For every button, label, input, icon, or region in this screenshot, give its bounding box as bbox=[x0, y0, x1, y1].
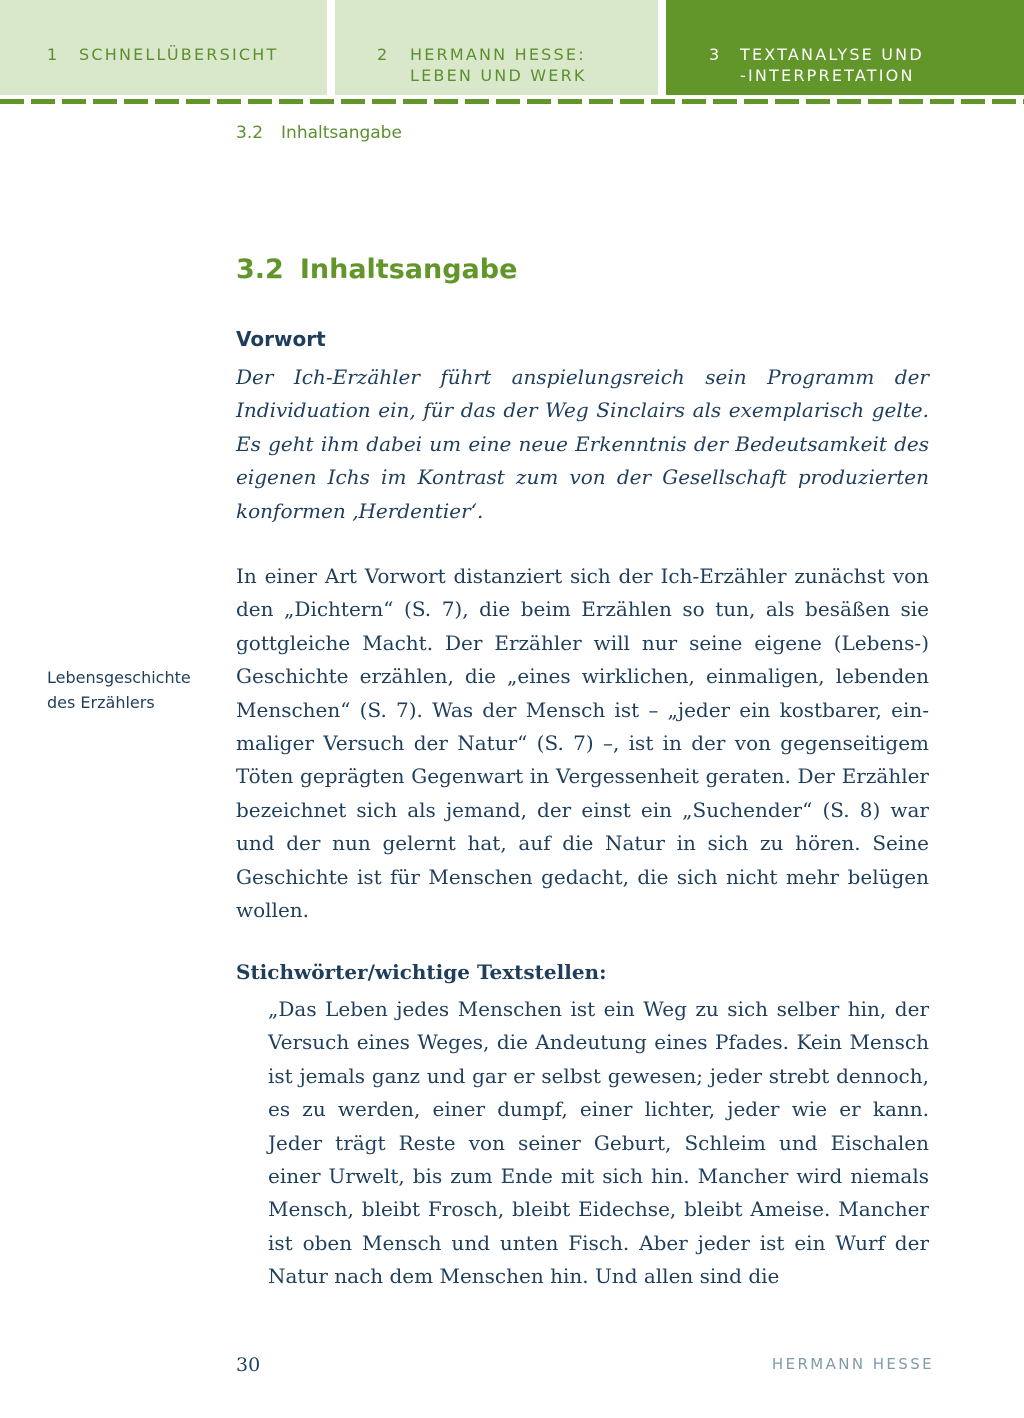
tab-schnelluebersicht[interactable] bbox=[0, 0, 327, 95]
tab-leben-und-werk[interactable] bbox=[335, 0, 658, 95]
tab-number: 3 bbox=[709, 45, 722, 64]
running-head-number: 3.2 bbox=[236, 123, 264, 143]
tab-textanalyse-active[interactable] bbox=[666, 0, 1024, 95]
tab-label: TEXTANALYSE UND -INTERPRETATION bbox=[740, 45, 924, 85]
dashed-divider bbox=[0, 99, 1024, 104]
section-title-text: Inhaltsangabe bbox=[299, 254, 518, 285]
tab-label: HERMANN HESSE: LEBEN UND WERK bbox=[410, 45, 587, 85]
section-number: 3.2 bbox=[236, 254, 284, 285]
quote-paragraph: „Das Leben jedes Menschen ist ein Weg zu sich selber hin, der Versuch eines Weges, die Andeutung eines Pfades. Kein Mensch ist jemals ganz und gar er selbst gewesen; jeder strebt dennoch, es zu werden, einer dumpf, einer lichter, jeder wie er kann. Jeder trägt Reste von seiner Geburt, Schleim und Eischalen einer Urwelt, bis zum Ende mit sich hin. Mancher wird niemals Mensch, bleibt Frosch, bleibt Eidechse, bleibt Ameise. Mancher ist oben Mensch und unten Fisch. Aber jeder ist ein Wurf der Natur nach dem Menschen hin. Und allen sind die bbox=[268, 997, 929, 1289]
running-head bbox=[236, 123, 402, 143]
tab-number: 1 bbox=[47, 45, 60, 64]
keywords-heading: Stichwörter/wichtige Textstellen: bbox=[236, 960, 607, 984]
page-number: 30 bbox=[236, 1354, 261, 1376]
tab-label: SCHNELLÜBERSICHT bbox=[79, 45, 279, 64]
tab-number: 2 bbox=[377, 45, 390, 64]
section-title bbox=[236, 254, 517, 285]
intro-paragraph: Der Ich-Erzähler führt anspielungsreich sein Programm der Individuation ein, für das der Weg Sinclairs als exemplarisch gelte. Es geht ihm dabei um eine neue Erkenntnis der Bedeutsamkeit des eigenen Ichs im Kontrast zum von der Gesellschaft produzierten konformen ‚Herdentier‘. bbox=[236, 365, 929, 523]
margin-note: Lebensgeschichte des Erzählers bbox=[47, 668, 191, 712]
chapter-navigation bbox=[0, 0, 1024, 95]
running-head-title: Inhaltsangabe bbox=[281, 123, 402, 143]
footer-book-title: HERMANN HESSE bbox=[771, 1355, 934, 1373]
body-paragraph: In einer Art Vorwort distanziert sich der Ich-Erzähler zunächst von den „Dichtern“ (S. 7), die beim Erzählen so tun, als besäßen sie gottgleiche Macht. Der Erzähler will nur seine eigene (Lebens-) Geschichte erzählen, die „eines wirklichen, einmaligen, lebenden Menschen“ (S. 7). Was der Mensch ist – „jeder ein kostbarer, einmaliger Versuch der Natur“ (S. 7) –, ist in der von gegenseitigem Töten geprägten Gegenwart in Vergessenheit geraten. Der Erzähler bezeichnet sich als jemand, der einst ein „Suchender“ (S. 8) war und der nun gelernt hat, auf die Natur in sich zu hören. Seine Geschichte ist für Menschen gedacht, die sich nicht mehr belügen wollen. bbox=[236, 564, 929, 923]
subsection-heading: Vorwort bbox=[236, 327, 326, 351]
